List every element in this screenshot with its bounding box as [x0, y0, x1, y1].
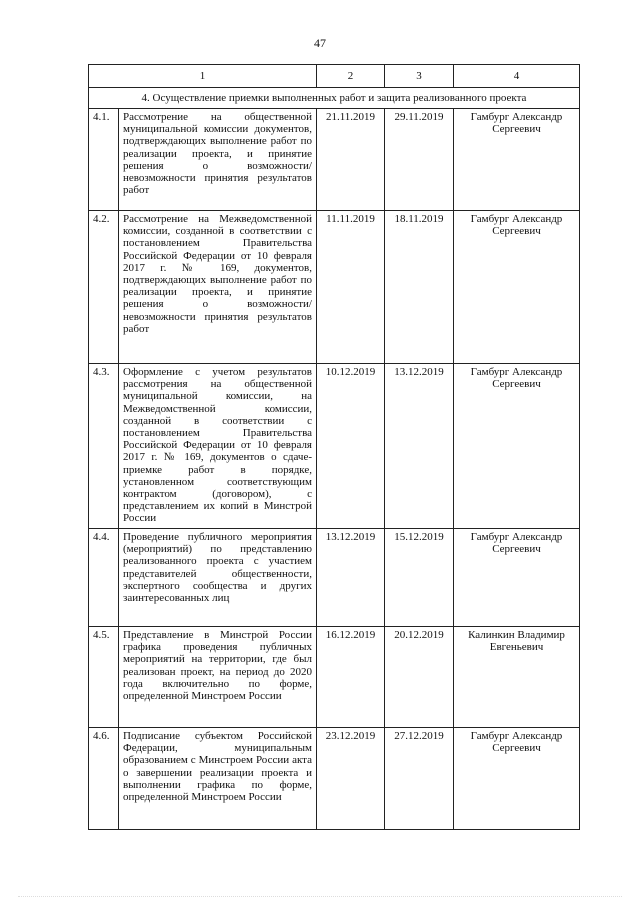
section-row — [89, 88, 580, 109]
schedule-table — [88, 64, 580, 830]
row-description: Рассмотрение на Межведомственной комиссии, созданной в соответствии с постановлением Правительства Российской Федерации от 10 февраля 2017 г. № 169, документов, подтверждающих выполнение работ по реализации проекта, и принятие решения о возможности/невозможности принятия результатов работ — [119, 211, 317, 364]
row-end-date: 13.12.2019 — [385, 364, 454, 529]
row-start-date: 21.11.2019 — [317, 109, 385, 211]
table-row — [89, 109, 580, 211]
column-header-3: 3 — [385, 65, 454, 88]
row-number: 4.2. — [89, 211, 119, 364]
section-title: 4. Осуществление приемки выполненных работ и защита реализованного проекта — [89, 88, 580, 109]
row-end-date: 29.11.2019 — [385, 109, 454, 211]
column-header-2: 2 — [317, 65, 385, 88]
table-header-row — [89, 65, 580, 88]
row-start-date: 13.12.2019 — [317, 529, 385, 627]
row-number: 4.6. — [89, 728, 119, 830]
row-number: 4.1. — [89, 109, 119, 211]
row-end-date: 15.12.2019 — [385, 529, 454, 627]
row-start-date: 10.12.2019 — [317, 364, 385, 529]
row-end-date: 20.12.2019 — [385, 627, 454, 728]
table-row — [89, 364, 580, 529]
row-responsible: Гамбург Александр Сергеевич — [454, 728, 580, 830]
row-responsible: Гамбург Александр Сергеевич — [454, 211, 580, 364]
row-start-date: 23.12.2019 — [317, 728, 385, 830]
row-responsible: Гамбург Александр Сергеевич — [454, 364, 580, 529]
row-start-date: 11.11.2019 — [317, 211, 385, 364]
column-header-1: 1 — [89, 65, 317, 88]
table-row — [89, 728, 580, 830]
table-row — [89, 211, 580, 364]
column-header-4: 4 — [454, 65, 580, 88]
table-row — [89, 529, 580, 627]
row-number: 4.4. — [89, 529, 119, 627]
row-description: Оформление с учетом результатов рассмотрения на общественной муниципальной комиссии, на Межведомственной комиссии, созданной в соответствии с постановлением Правительства Российской Федерации от 10 февраля 2017 г. № 169, документов о сдаче-приемке работ в порядке, установленном соответствующим контрактом (договором), с представлением их копий в Минстрой России — [119, 364, 317, 529]
row-number: 4.3. — [89, 364, 119, 529]
row-responsible: Калинкин Владимир Евгеньевич — [454, 627, 580, 728]
page-number: 47 — [314, 36, 326, 50]
row-responsible: Гамбург Александр Сергеевич — [454, 109, 580, 211]
row-start-date: 16.12.2019 — [317, 627, 385, 728]
row-end-date: 27.12.2019 — [385, 728, 454, 830]
row-description: Проведение публичного мероприятия (мероприятий) по представлению реализованного проекта с участием представителей общественности, экспертного сообщества и других заинтересованных лиц — [119, 529, 317, 627]
row-description: Рассмотрение на общественной муниципальной комиссии документов, подтверждающих выполнение работ по реализации проекта, и принятие решения о возможности/невозможности принятия результатов работ — [119, 109, 317, 211]
table-row — [89, 627, 580, 728]
scan-artifact-dots — [18, 892, 622, 897]
row-responsible: Гамбург Александр Сергеевич — [454, 529, 580, 627]
row-description: Представление в Минстрой России графика проведения публичных мероприятий на территории, где был реализован проект, на период до 2020 года включительно по форме, определенной Минстроем России — [119, 627, 317, 728]
row-number: 4.5. — [89, 627, 119, 728]
row-description: Подписание субъектом Российской Федерации, муниципальным образованием с Минстроем России акта о завершении реализации проекта и выполнении графика по форме, определенной Минстроем России — [119, 728, 317, 830]
row-end-date: 18.11.2019 — [385, 211, 454, 364]
